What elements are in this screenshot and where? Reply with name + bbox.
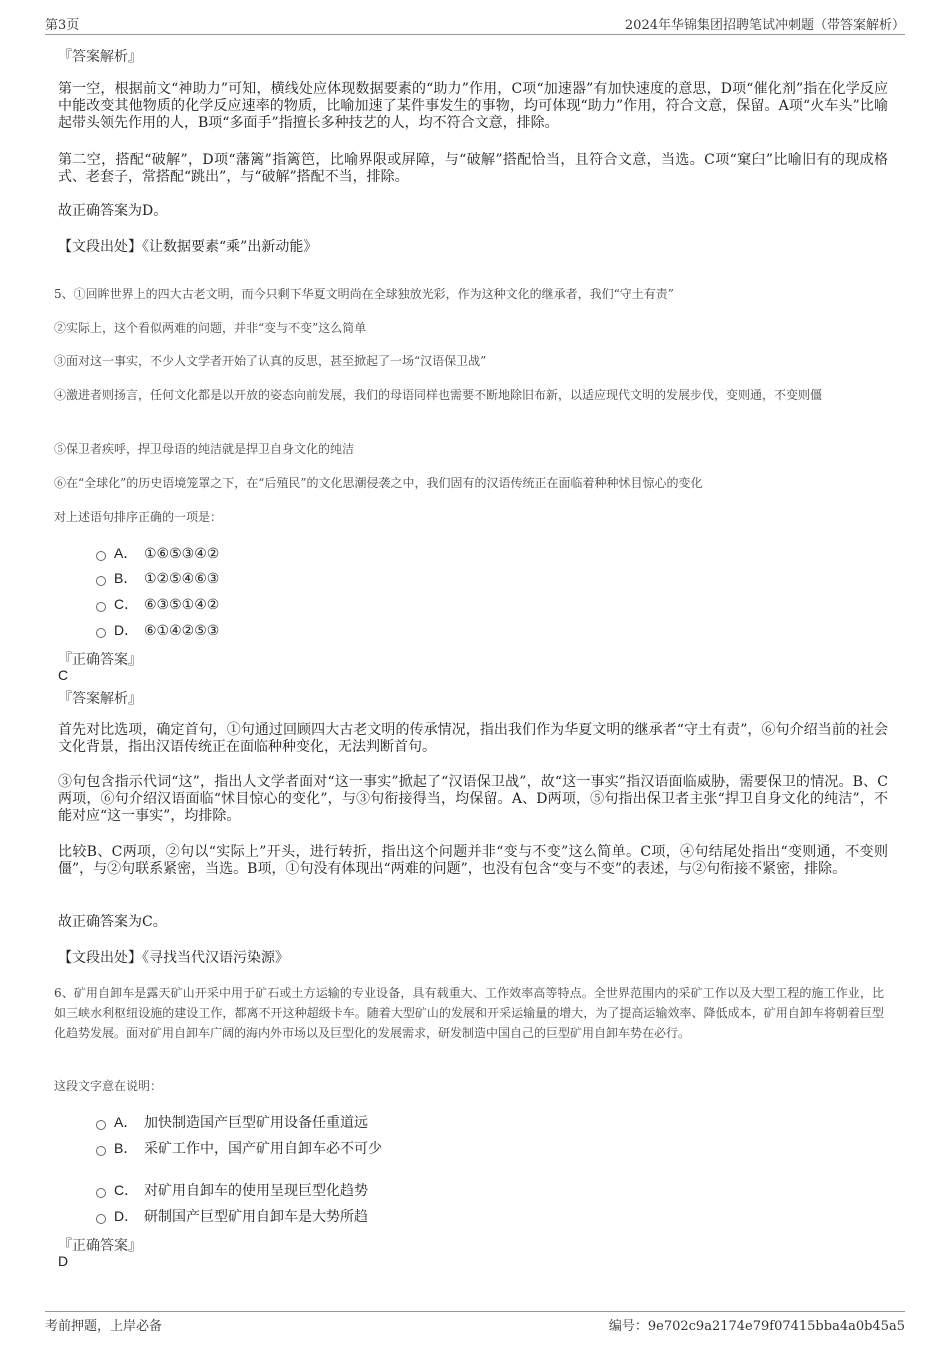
q5-analysis-paragraph-2: ③句包含指示代词“这”，指出人文学者面对“这一事实”掀起了“汉语保卫战”，故“这一事实”指汉语面临威胁，需要保卫的情况。B、C两项，⑥句介绍汉语面临“怵目惊心的变化”，与③句衔接得当，均保留。A、D两项，⑤句指出保卫者主张“捍卫自身文化的纯洁”，不能对应“这一事实”，均排除。	[58, 774, 888, 824]
radio-icon[interactable]	[96, 1120, 106, 1130]
q5-option-b[interactable]: B． ①②⑤④⑥③	[96, 568, 219, 588]
q4-analysis-paragraph-1: 第一空，根据前文“神助力”可知，横线处应体现数据要素的“助力”作用，C项“加速器”有加快速度的意思，D项“催化剂”指在化学反应中能改变其他物质的化学反应速率的物质，比喻加速了某件事发生的事物，均可体现“助力”作用，符合文意，保留。A项“火车头”比喻起带头领先作用的人，B项“多面手”指擅长多种技艺的人，均不符合文意，排除。	[58, 81, 888, 131]
document-title: 2024年华锦集团招聘笔试冲刺题（带答案解析）	[624, 18, 905, 33]
q6-option-c[interactable]: C． 对矿用自卸车的使用呈现巨型化趋势	[96, 1180, 368, 1200]
q5-sentence-5: ⑤保卫者疾呼，捍卫母语的纯洁就是捍卫自身文化的纯洁	[54, 442, 355, 456]
radio-icon[interactable]	[96, 1214, 106, 1224]
radio-icon[interactable]	[96, 628, 106, 638]
q6-answer: D	[58, 1253, 69, 1269]
q6-answer-label: 『正确答案』	[58, 1238, 142, 1254]
q5-sentence-2: ②实际上，这个看似两难的问题，并非“变与不变”这么简单	[54, 321, 367, 335]
q5-analysis-paragraph-3: 比较B、C两项，②句以“实际上”开头，进行转折，指出这个问题并非“变与不变”这么简单。C项，④句结尾处指出“变则通，不变则僵”，与②句联系紧密，当选。B项，①句没有体现出“两难的问题”，也没有包含“变与不变”的表述，与②句衔接不紧密，排除。	[58, 844, 888, 877]
footer-slogan: 考前押题，上岸必备	[45, 1319, 163, 1334]
q6-stem: 6、矿用自卸车是露天矿山开采中用于矿石或土方运输的专业设备，具有载重大、工作效率高等特点。全世界范围内的采矿工作以及大型工程的施工作业，比如三峡水利枢纽设施的建设工作，都离不开这种超级卡车。随着大型矿山的发展和开采运输量的增大，为了提高运输效率、降低成本，矿用自卸车将朝着巨型化趋势发展。面对矿用自卸车广阔的海内外市场以及巨型化的发展需求，研发制造中国自己的巨型矿用自卸车势在必行。	[54, 986, 884, 1040]
q4-source: 【文段出处】《让数据要素“乘”出新动能》	[58, 239, 318, 255]
q5-option-d[interactable]: D． ⑥①④②⑤③	[96, 620, 219, 640]
radio-icon[interactable]	[96, 551, 106, 561]
radio-icon[interactable]	[96, 1188, 106, 1198]
q6-option-a[interactable]: A． 加快制造国产巨型矿用设备任重道远	[96, 1112, 368, 1132]
q5-analysis-paragraph-1: 首先对比选项，确定首句，①句通过回顾四大古老文明的传承情况，指出我们作为华夏文明的继承者“守土有责”，⑥句介绍当前的社会文化背景，指出汉语传统正在面临种种变化，无法判断首句。	[58, 722, 888, 755]
radio-icon[interactable]	[96, 576, 106, 586]
q4-analysis-paragraph-2: 第二空，搭配“破解”，D项“藩篱”指篱笆，比喻界限或屏障，与“破解”搭配恰当，且符合文意，当选。C项“窠臼”比喻旧有的现成格式、老套子，常搭配“跳出”，与“破解”搭配不当，排除。	[58, 152, 888, 185]
q4-analysis-label: 『答案解析』	[58, 49, 142, 65]
q5-conclusion: 故正确答案为C。	[58, 914, 167, 930]
q5-source: 【文段出处】《寻找当代汉语污染源》	[58, 950, 289, 966]
q6-prompt: 这段文字意在说明：	[54, 1079, 163, 1093]
q5-sentence-4: ④激进者则扬言，任何文化都是以开放的姿态向前发展，我们的母语同样也需要不断地除旧布新，以适应现代文明的发展步伐，变则通，不变则僵	[54, 388, 823, 402]
q5-analysis-label: 『答案解析』	[58, 691, 142, 707]
q5-answer: C	[58, 667, 69, 683]
page-number: 第3页	[45, 18, 80, 33]
q5-sentence-3: ③面对这一事实，不少人文学者开始了认真的反思，甚至掀起了一场“汉语保卫战”	[54, 354, 487, 368]
q5-sentence-1: 5、①回眸世界上的四大古老文明，而今只剩下华夏文明尚在全球独放光彩，作为这种文化的继承者，我们“守土有责”	[54, 287, 674, 301]
q5-prompt: 对上述语句排序正确的一项是：	[54, 510, 223, 524]
page-header	[45, 14, 905, 35]
radio-icon[interactable]	[96, 1146, 106, 1156]
page-footer	[45, 1311, 905, 1334]
q5-answer-label: 『正确答案』	[58, 652, 142, 668]
q5-option-a[interactable]: A． ①⑥⑤③④②	[96, 543, 219, 563]
document-code: 编号：9e702c9a2174e79f07415bba4a0b45a5	[608, 1319, 905, 1334]
q5-option-c[interactable]: C． ⑥③⑤①④②	[96, 594, 219, 614]
q5-sentence-6: ⑥在“全球化”的历史语境笼罩之下，在“后殖民”的文化思潮侵袭之中，我们固有的汉语传统正在面临着种种怵目惊心的变化	[54, 476, 703, 490]
q6-option-b[interactable]: B． 采矿工作中，国产矿用自卸车必不可少	[96, 1138, 382, 1158]
q4-conclusion: 故正确答案为D。	[58, 203, 168, 219]
radio-icon[interactable]	[96, 602, 106, 612]
q6-option-d[interactable]: D． 研制国产巨型矿用自卸车是大势所趋	[96, 1206, 368, 1226]
